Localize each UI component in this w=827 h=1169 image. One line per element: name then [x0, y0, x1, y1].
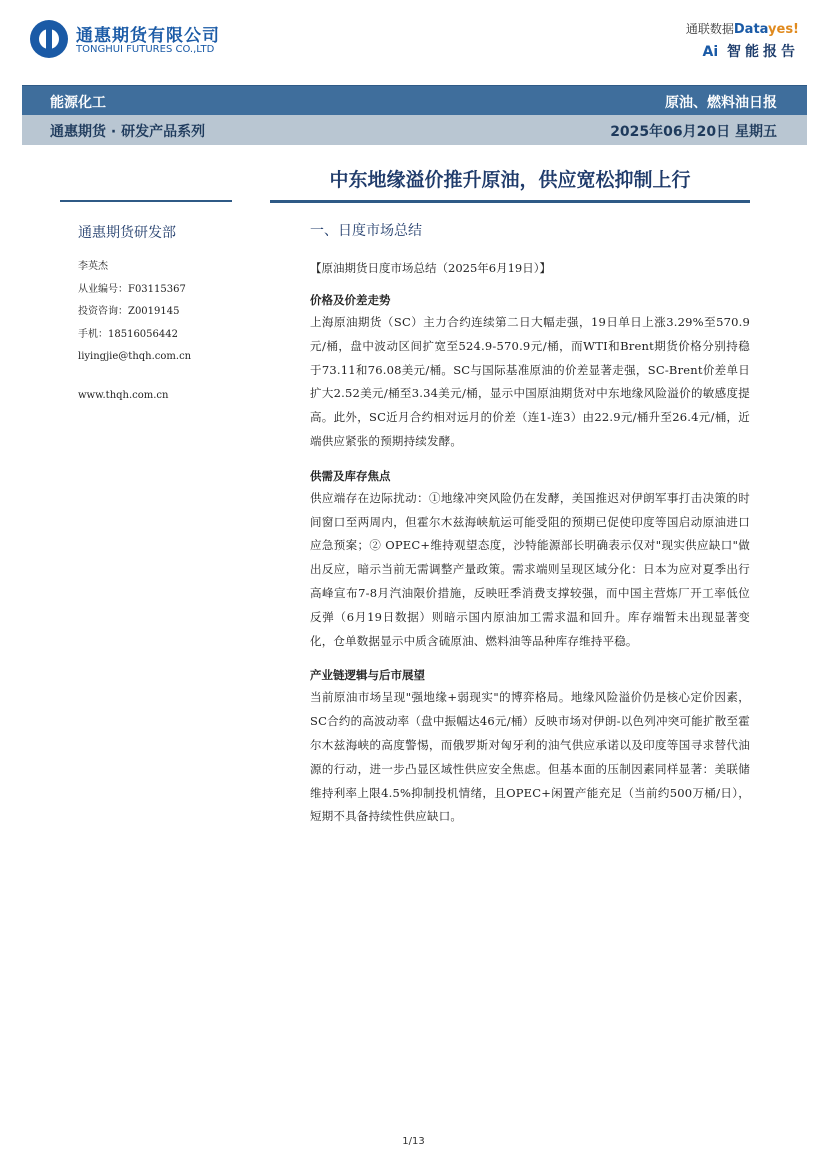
report-type-label: 原油、燃料油日报 — [665, 95, 777, 111]
section-title: 一、日度市场总结 — [310, 223, 422, 239]
category-label: 能源化工 — [50, 95, 106, 111]
report-date: 2025年06月20日 星期五 — [610, 124, 777, 140]
brand-prefix: 通联数据 — [685, 22, 734, 36]
summary-title: 【原油期货日度市场总结（2025年6月19日）】 — [310, 261, 551, 275]
sidebar-divider — [60, 200, 232, 202]
company-logo — [30, 20, 250, 60]
phone-number: 手机：18516056442 — [78, 328, 178, 340]
brand-data: Data — [733, 22, 769, 37]
page-number: 1/13 — [402, 1136, 425, 1147]
author-name: 李英杰 — [78, 261, 108, 272]
company-name-cn: 通惠期货有限公司 — [76, 26, 220, 46]
brand-yes: yes! — [768, 22, 799, 37]
company-name-en: TONGHUI FUTURES CO.,LTD — [76, 44, 215, 55]
category-banner — [22, 85, 807, 116]
brand-report: 智能报告 — [727, 44, 799, 60]
email-link[interactable]: liyingjie@thqh.com.cn — [78, 351, 192, 362]
brand-logo — [659, 20, 799, 60]
brand-ai: Ai — [702, 44, 719, 60]
report-body — [310, 218, 750, 829]
title-divider — [270, 200, 750, 203]
series-banner — [22, 115, 807, 145]
department-name: 通惠期货研发部 — [78, 225, 176, 241]
section-text-outlook: 当前原油市场呈现"强地缘+弱现实"的博弈格局。地缘风险溢价仍是核心定价因素，SC合约的高波动率（盘中振幅达46元/桶）反映市场对伊朗-以色列冲突可能扩散至霍尔木兹海峡的高度警惕，而俄罗斯对匈牙利的油气供应承诺以及印度等国寻求替代油源的行动，进一步凸显区域性供应安全焦虑。但基本面的压制因素同样显著：美联储维持利率上限4.5%抑制投机情绪，且OPEC+闲置产能充足（当前约500万桶/日），短期不具备持续性供应缺口。 — [310, 690, 750, 824]
consult-number: 投资咨询：Z0019145 — [78, 306, 180, 317]
series-label: 通惠期货 · 研发产品系列 — [50, 124, 206, 140]
report-title: 中东地缘溢价推升原油，供应宽松抑制上行 — [329, 169, 691, 191]
section-heading-supply: 供需及库存焦点 — [310, 468, 391, 483]
company-logo-icon — [30, 20, 68, 58]
section-text-price: 上海原油期货（SC）主力合约连续第二日大幅走强，19日单日上涨3.29%至570.9元/桶，盘中波动区间扩宽至524.9-570.9元/桶，而WTI和Brent期货价格分别持稳于73.11和76.08美元/桶。SC与国际基准原油的价差显著走强，SC-Brent价差单日扩大2.52美元/桶至3.34美元/桶，显示中国原油期货对中东地缘风险溢价的敏感度提高。此外，SC近月合约相对远月的价差（连1-连3）由22.9元/桶升至26.4元/桶，近端供应紧张的预期持续发酵。 — [310, 315, 750, 448]
license-number: 从业编号：F03115367 — [78, 283, 186, 295]
author-sidebar — [78, 222, 238, 407]
website-link[interactable]: www.thqh.com.cn — [78, 389, 169, 401]
section-heading-outlook: 产业链逻辑与后市展望 — [310, 668, 425, 683]
section-text-supply: 供应端存在边际扰动：①地缘冲突风险仍在发酵，美国推迟对伊朗军事打击决策的时间窗口至两周内，但霍尔木兹海峡航运可能受阻的预期已促使印度等国启动原油进口应急预案；② OPEC+维持观望态度，沙特能源部长明确表示仅对"现实供应缺口"做出反应，暗示当前无需调整产量政策。需求端则呈现区域分化：日本为应对夏季出行高峰宣布7-8月汽油限价措施，反映旺季消费支撑较强，而中国主营炼厂开工率低位反弹（6月19日数据）则暗示国内原油加工需求温和回升。库存端暂未出现显著变化，仓单数据显示中质含硫原油、燃料油等品种库存维持平稳。 — [310, 490, 750, 648]
section-heading-price: 价格及价差走势 — [310, 293, 391, 307]
